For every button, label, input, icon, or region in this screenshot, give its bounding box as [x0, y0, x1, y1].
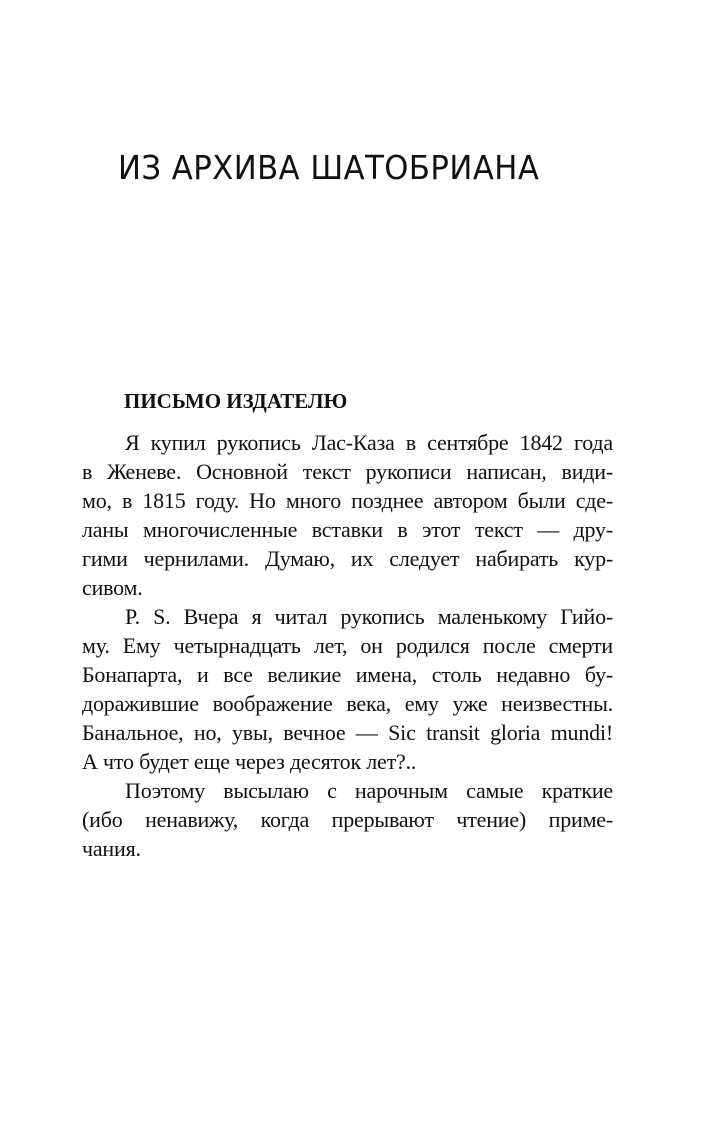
- paragraph-2-postscript: [82, 602, 613, 776]
- text-line: му. Ему четырнадцать лет, он родился после смерти: [82, 633, 613, 658]
- text-line: А что будет еще через десяток лет?..: [82, 749, 417, 774]
- text-line: гими чернилами. Думаю, их следует набирать кур-: [82, 546, 613, 571]
- text-line: Бонапарта, и все великие имена, столь недавно бу-: [82, 662, 613, 687]
- section-title: ИЗ АРХИВА ШАТОБРИАНА: [118, 148, 540, 187]
- letter-body: [82, 428, 613, 863]
- text-line: Я купил рукопись Лас-Каза в сентябре 1842 года: [125, 430, 613, 455]
- letter-heading: ПИСЬМО ИЗДАТЕЛЮ: [124, 389, 348, 413]
- paragraph-3: [82, 776, 613, 863]
- text-line: ланы многочисленные вставки в этот текст — дру-: [82, 517, 613, 542]
- text-line: Поэтому высылаю с нарочным самые краткие: [125, 778, 613, 803]
- text-line: Банальное, но, увы, вечное — Sic transit gloria mundi!: [82, 720, 613, 745]
- text-line: доражившие воображение века, ему уже неизвестны.: [82, 691, 613, 716]
- text-line: P. S. Вчера я читал рукопись маленькому Гийо-: [125, 604, 613, 629]
- text-line: (ибо ненавижу, когда прерывают чтение) приме-: [82, 807, 613, 832]
- letter-content: [82, 386, 613, 863]
- paragraph-1: [82, 428, 613, 602]
- text-line: чания.: [82, 836, 141, 861]
- text-line: мо, в 1815 году. Но много позднее автором были сде-: [82, 488, 613, 513]
- text-line: сивом.: [82, 575, 143, 600]
- text-line: в Женеве. Основной текст рукописи написан, види-: [82, 459, 613, 484]
